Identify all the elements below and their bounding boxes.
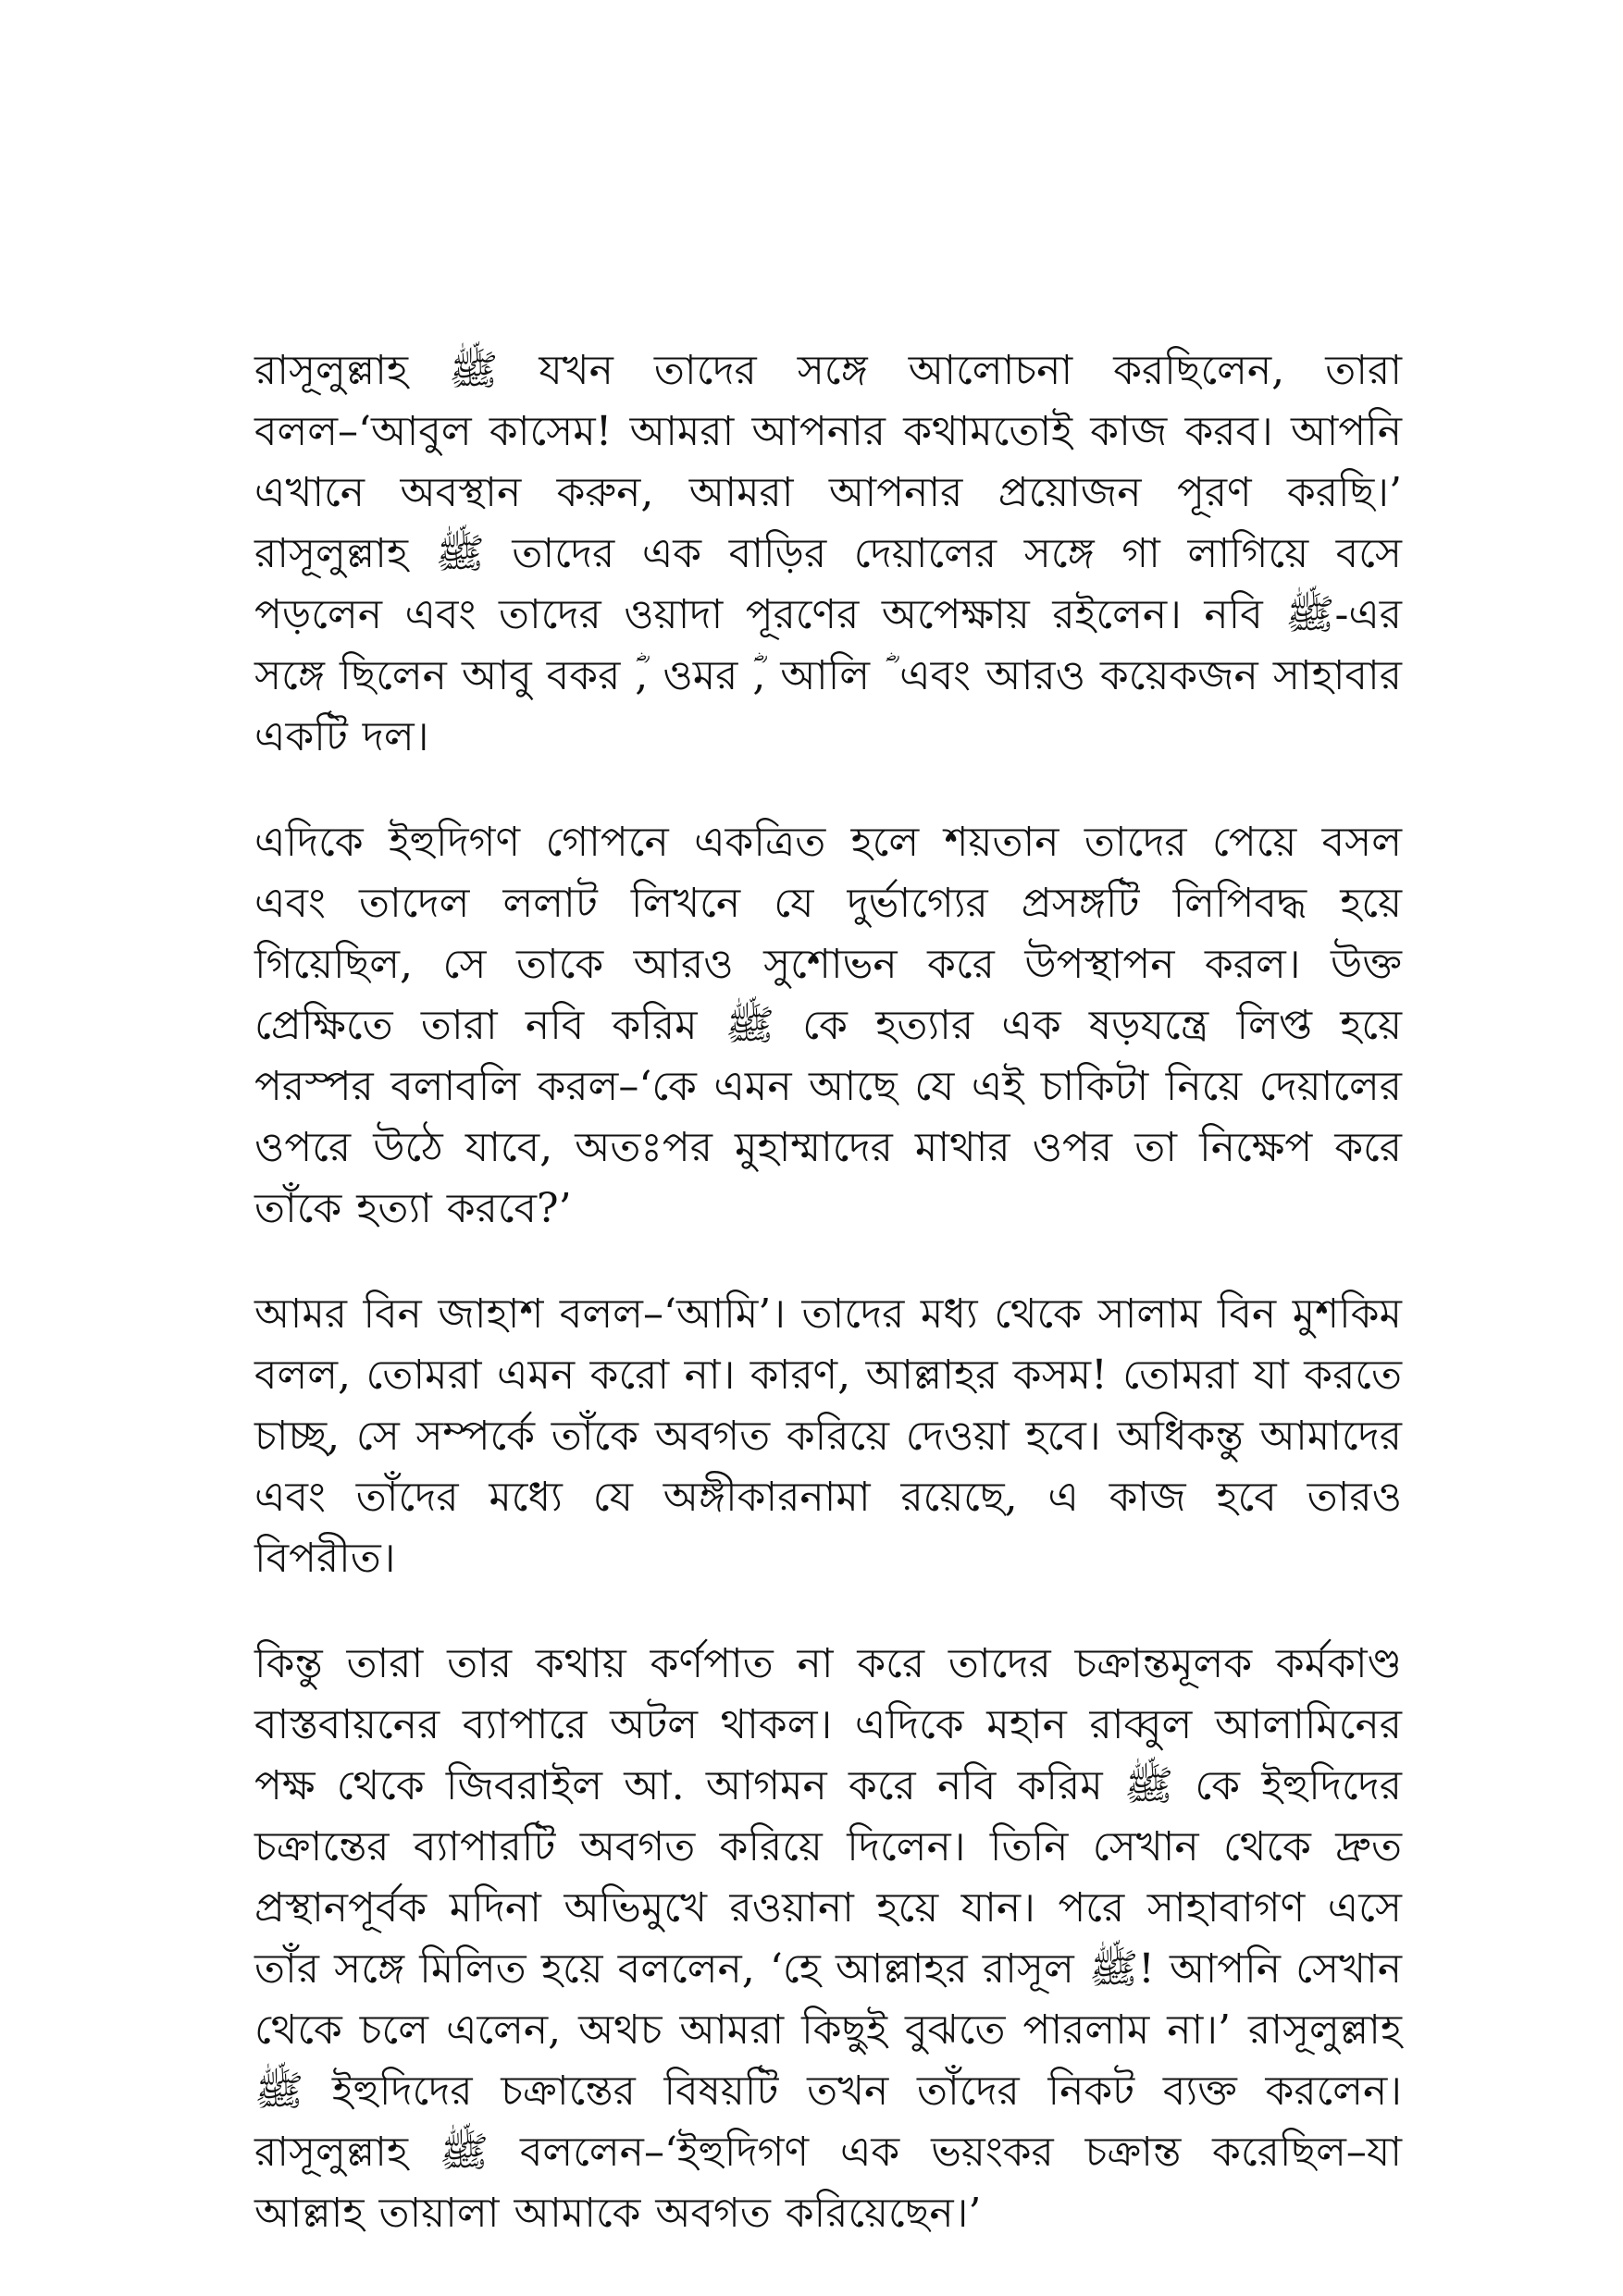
paragraph: আমর বিন জাহাশ বলল–‘আমি’। তাদের মধ্য থেকে সালাম বিন মুশকিম বলল, তোমরা এমন করো না। কারণ, আল্লাহর কসম! তোমরা যা করতে চাচ্ছ, সে সম্পর্কে তাঁকে অবগত করিয়ে দেওয়া হবে। অধিকন্তু আমাদের এবং তাঁদের মধ্যে যে অঙ্গীকারনামা রয়েছে, এ কাজ হবে তারও বিপরীত। — [254, 1290, 1402, 1582]
paragraph: রাসূলুল্লাহ ﷺ যখন তাদের সঙ্গে আলোচনা করছিলেন, তারা বলল–‘আবুল কাসেম! আমরা আপনার কথামতোই কাজ করব। আপনি এখানে অবস্থান করুন, আমরা আপনার প্রয়োজন পূরণ করছি।’ রাসূলুল্লাহ ﷺ তাদের এক বাড়ির দেয়ালের সঙ্গে গা লাগিয়ে বসে পড়লেন এবং তাদের ওয়াদা পূরণের অপেক্ষায় রইলেন। নবি ﷺ-এর সঙ্গে ছিলেন আবু বকর ؓ, ওমর ؓ, আলি ؓ এবং আরও কয়েকজন সাহাবার একটি দল। — [254, 347, 1402, 760]
body-text — [254, 340, 1402, 2289]
paragraph: কিন্তু তারা তার কথায় কর্ণপাত না করে তাদের চক্রান্তমূলক কর্মকাণ্ড বাস্তবায়নের ব্যাপারে অটল থাকল। এদিকে মহান রাব্বুল আলামিনের পক্ষ থেকে জিবরাইল আ. আগমন করে নবি করিম ﷺ কে ইহুদিদের চক্রান্তের ব্যাপারটি অবগত করিয়ে দিলেন। তিনি সেখান থেকে দ্রুত প্রস্থানপূর্বক মদিনা অভিমুখে রওয়ানা হয়ে যান। পরে সাহাবাগণ এসে তাঁর সঙ্গে মিলিত হয়ে বললেন, ‘হে আল্লাহর রাসূল ﷺ! আপনি সেখান থেকে চলে এলেন, অথচ আমরা কিছুই বুঝতে পারলাম না।’ রাসূলুল্লাহ ﷺ ইহুদিদের চক্রান্তের বিষয়টি তখন তাঁদের নিকট ব্যক্ত করলেন। রাসূলুল্লাহ ﷺ বললেন–‘ইহুদিগণ এক ভয়ংকর চক্রান্ত করেছিল–যা আল্লাহ তায়ালা আমাকে অবগত করিয়েছেন।’ — [254, 1640, 1403, 2237]
paragraph: এদিকে ইহুদিগণ গোপনে একত্রিত হলে শয়তান তাদের পেয়ে বসল এবং তাদেল ললাট লিখনে যে দুর্ভাগ্যের প্রসঙ্গটি লিপিবদ্ধ হয়ে গিয়েছিল, সে তাকে আরও সুশোভন করে উপস্থাপন করল। উক্ত প্রেক্ষিতে তারা নবি করিম ﷺ কে হত্যার এক ষড়যন্ত্রে লিপ্ত হয়ে পরস্পর বলাবলি করল–‘কে এমন আছে যে এই চাকিটা নিয়ে দেয়ালের ওপরে উঠে যাবে, অতঃপর মুহাম্মাদের মাথার ওপর তা নিক্ষেপ করে তাঁকে হত্যা করবে?’ — [254, 819, 1402, 1232]
